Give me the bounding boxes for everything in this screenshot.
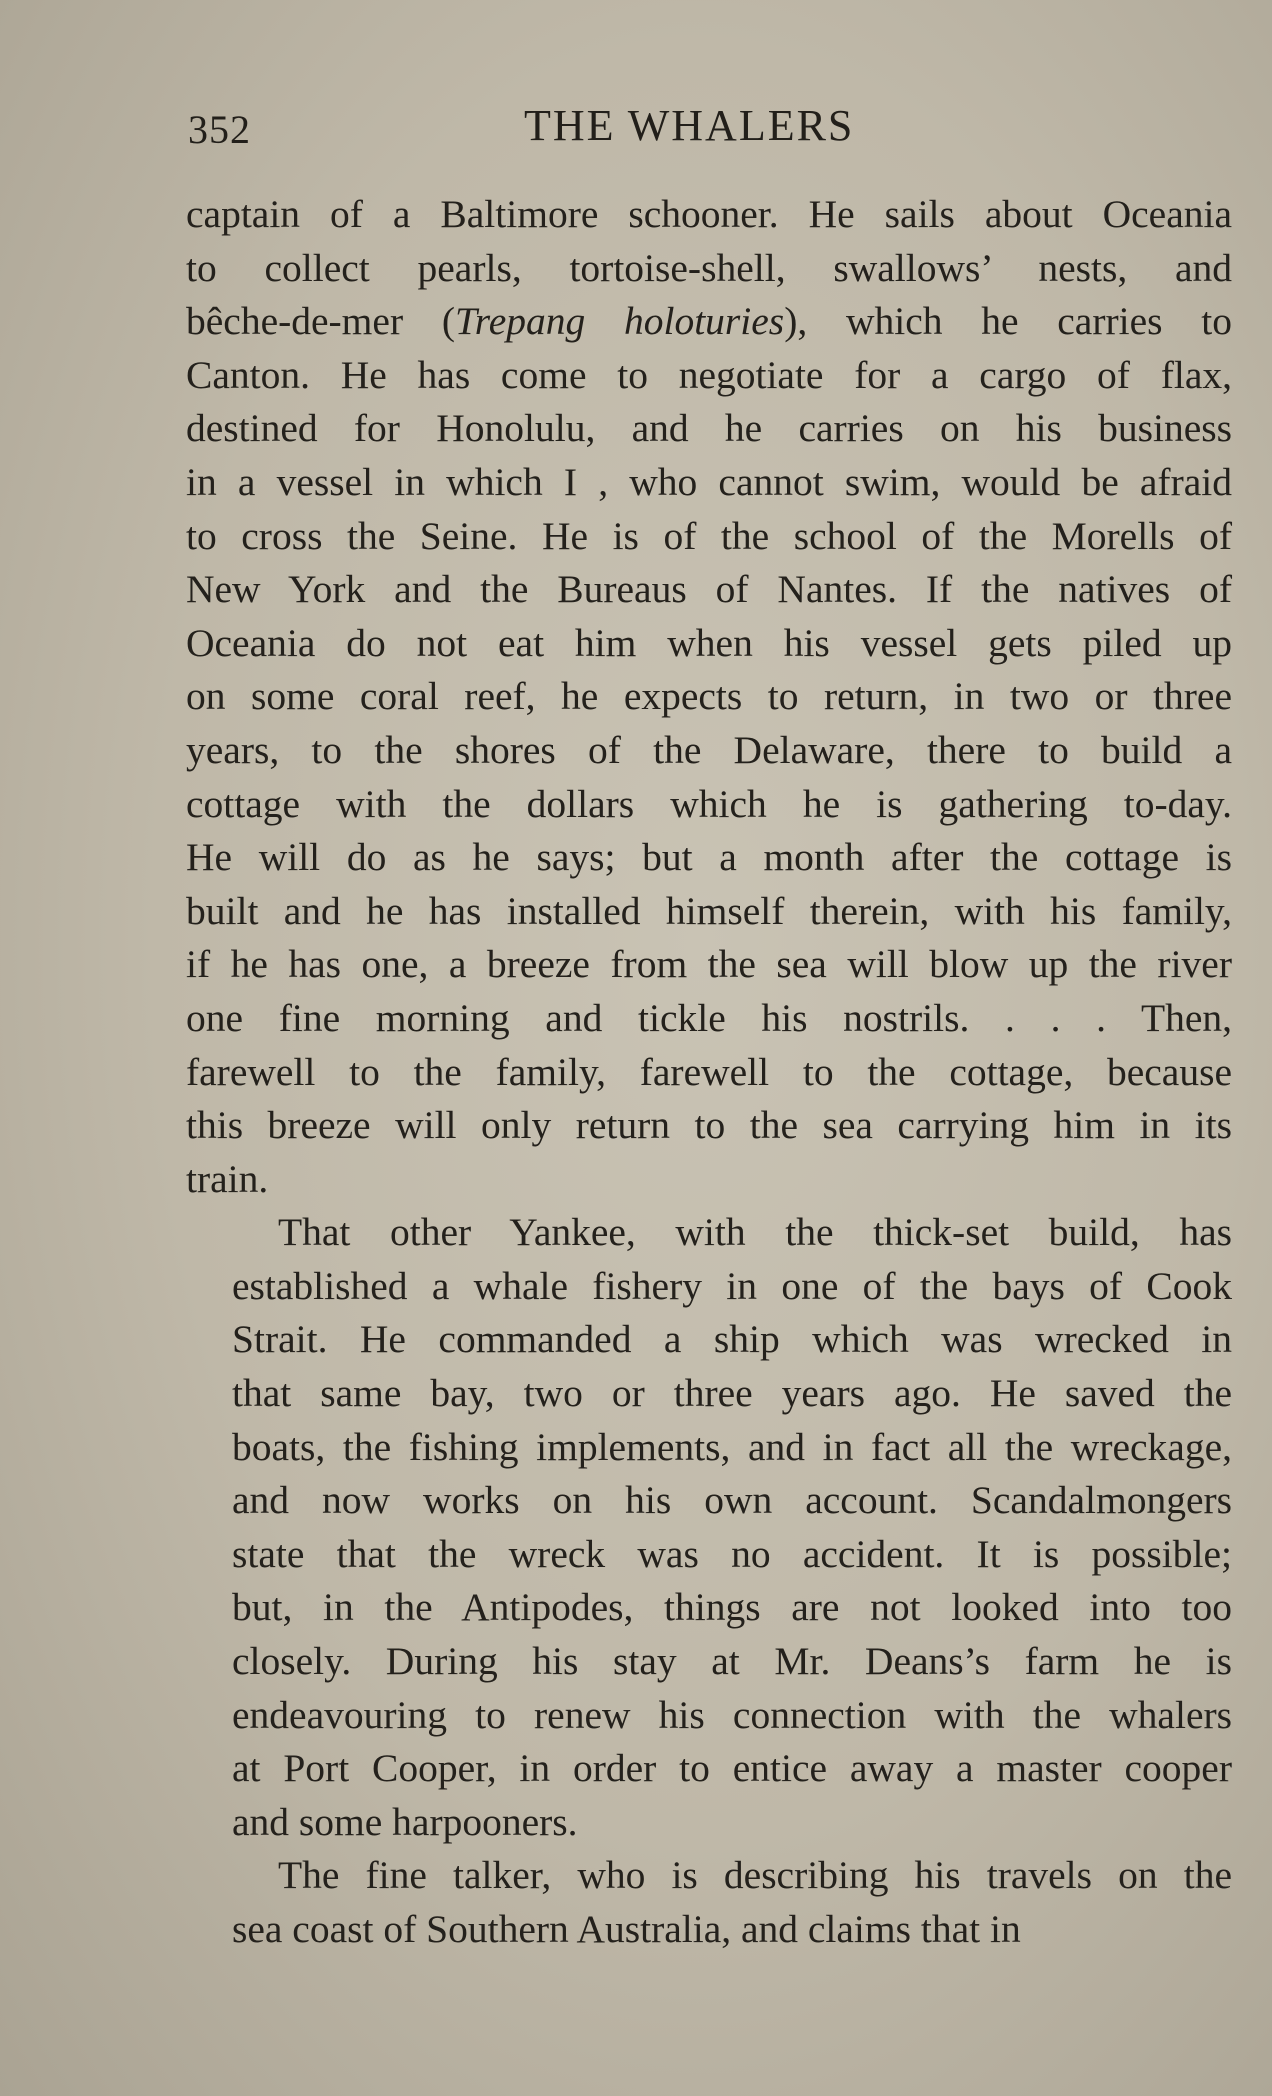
text-line: He will do as he says; but a month after the cottage is bbox=[186, 835, 1232, 880]
text-line: one fine morning and tickle his nostrils. . . . Then, bbox=[186, 995, 1232, 1040]
text-line: built and he has installed himself therein, with his family, bbox=[186, 888, 1232, 933]
text-line: Strait. He commanded a ship which was wrecked in bbox=[232, 1317, 1232, 1362]
page-header bbox=[188, 100, 1230, 160]
text-line: bêche-de-mer (Trepang holoturies), which he carries to bbox=[186, 299, 1232, 344]
page-number: 352 bbox=[188, 107, 251, 152]
text-line: captain of a Baltimore schooner. He sails about Oceania bbox=[186, 192, 1232, 236]
running-head: THE WHALERS bbox=[524, 101, 855, 150]
text-line: Canton. He has come to negotiate for a cargo of flax, bbox=[186, 352, 1232, 397]
text-line: sea coast of Southern Australia, and claims that in bbox=[232, 1907, 1021, 1951]
text-line: if he has one, a breeze from the sea will blow up the river bbox=[186, 942, 1232, 987]
text-line: that same bay, two or three years ago. He saved the bbox=[232, 1371, 1232, 1416]
text-line: Oceania do not eat him when his vessel gets piled up bbox=[186, 620, 1232, 665]
text-line: New York and the Bureaus of Nantes. If the natives of bbox=[186, 567, 1232, 612]
text-line: established a whale fishery in one of the bays of Cook bbox=[232, 1263, 1232, 1308]
paragraph bbox=[186, 1206, 1232, 1849]
text-line: this breeze will only return to the sea carrying him in its bbox=[186, 1103, 1232, 1148]
text-line: cottage with the dollars which he is gathering to-day. bbox=[186, 781, 1232, 826]
text-line: boats, the fishing implements, and in fact all the wreckage, bbox=[232, 1424, 1232, 1469]
text-line: closely. During his stay at Mr. Deans’s farm he is bbox=[232, 1639, 1232, 1684]
text-line: on some coral reef, he expects to return, in two or three bbox=[186, 674, 1232, 719]
text-line: farewell to the family, farewell to the cottage, because bbox=[186, 1049, 1232, 1094]
text-line: destined for Honolulu, and he carries on his business bbox=[186, 406, 1232, 451]
text-line: The fine talker, who is describing his travels on the bbox=[278, 1853, 1232, 1898]
text-line: in a vessel in which I , who cannot swim, would be afraid bbox=[186, 459, 1232, 504]
text-line: to cross the Seine. He is of the school of the Morells of bbox=[186, 513, 1232, 558]
text-line: to collect pearls, tortoise-shell, swallows’ nests, and bbox=[186, 245, 1232, 290]
text-line: and some harpooners. bbox=[232, 1799, 578, 1844]
text-line: at Port Cooper, in order to entice away a master cooper bbox=[232, 1746, 1232, 1791]
text-line: and now works on his own account. Scandalmongers bbox=[232, 1478, 1232, 1523]
text-line: years, to the shores of the Delaware, there to build a bbox=[186, 727, 1232, 772]
text-line: train. bbox=[186, 1156, 269, 1201]
paragraph bbox=[186, 188, 1232, 1206]
text-line: That other Yankee, with the thick-set build, has bbox=[278, 1210, 1232, 1255]
text-line: but, in the Antipodes, things are not looked into too bbox=[232, 1585, 1232, 1630]
text-line: endeavouring to renew his connection with the whalers bbox=[232, 1692, 1232, 1737]
text-line: state that the wreck was no accident. It is possible; bbox=[232, 1531, 1232, 1576]
paragraph bbox=[186, 1849, 1232, 1956]
body-text bbox=[186, 188, 1232, 1957]
